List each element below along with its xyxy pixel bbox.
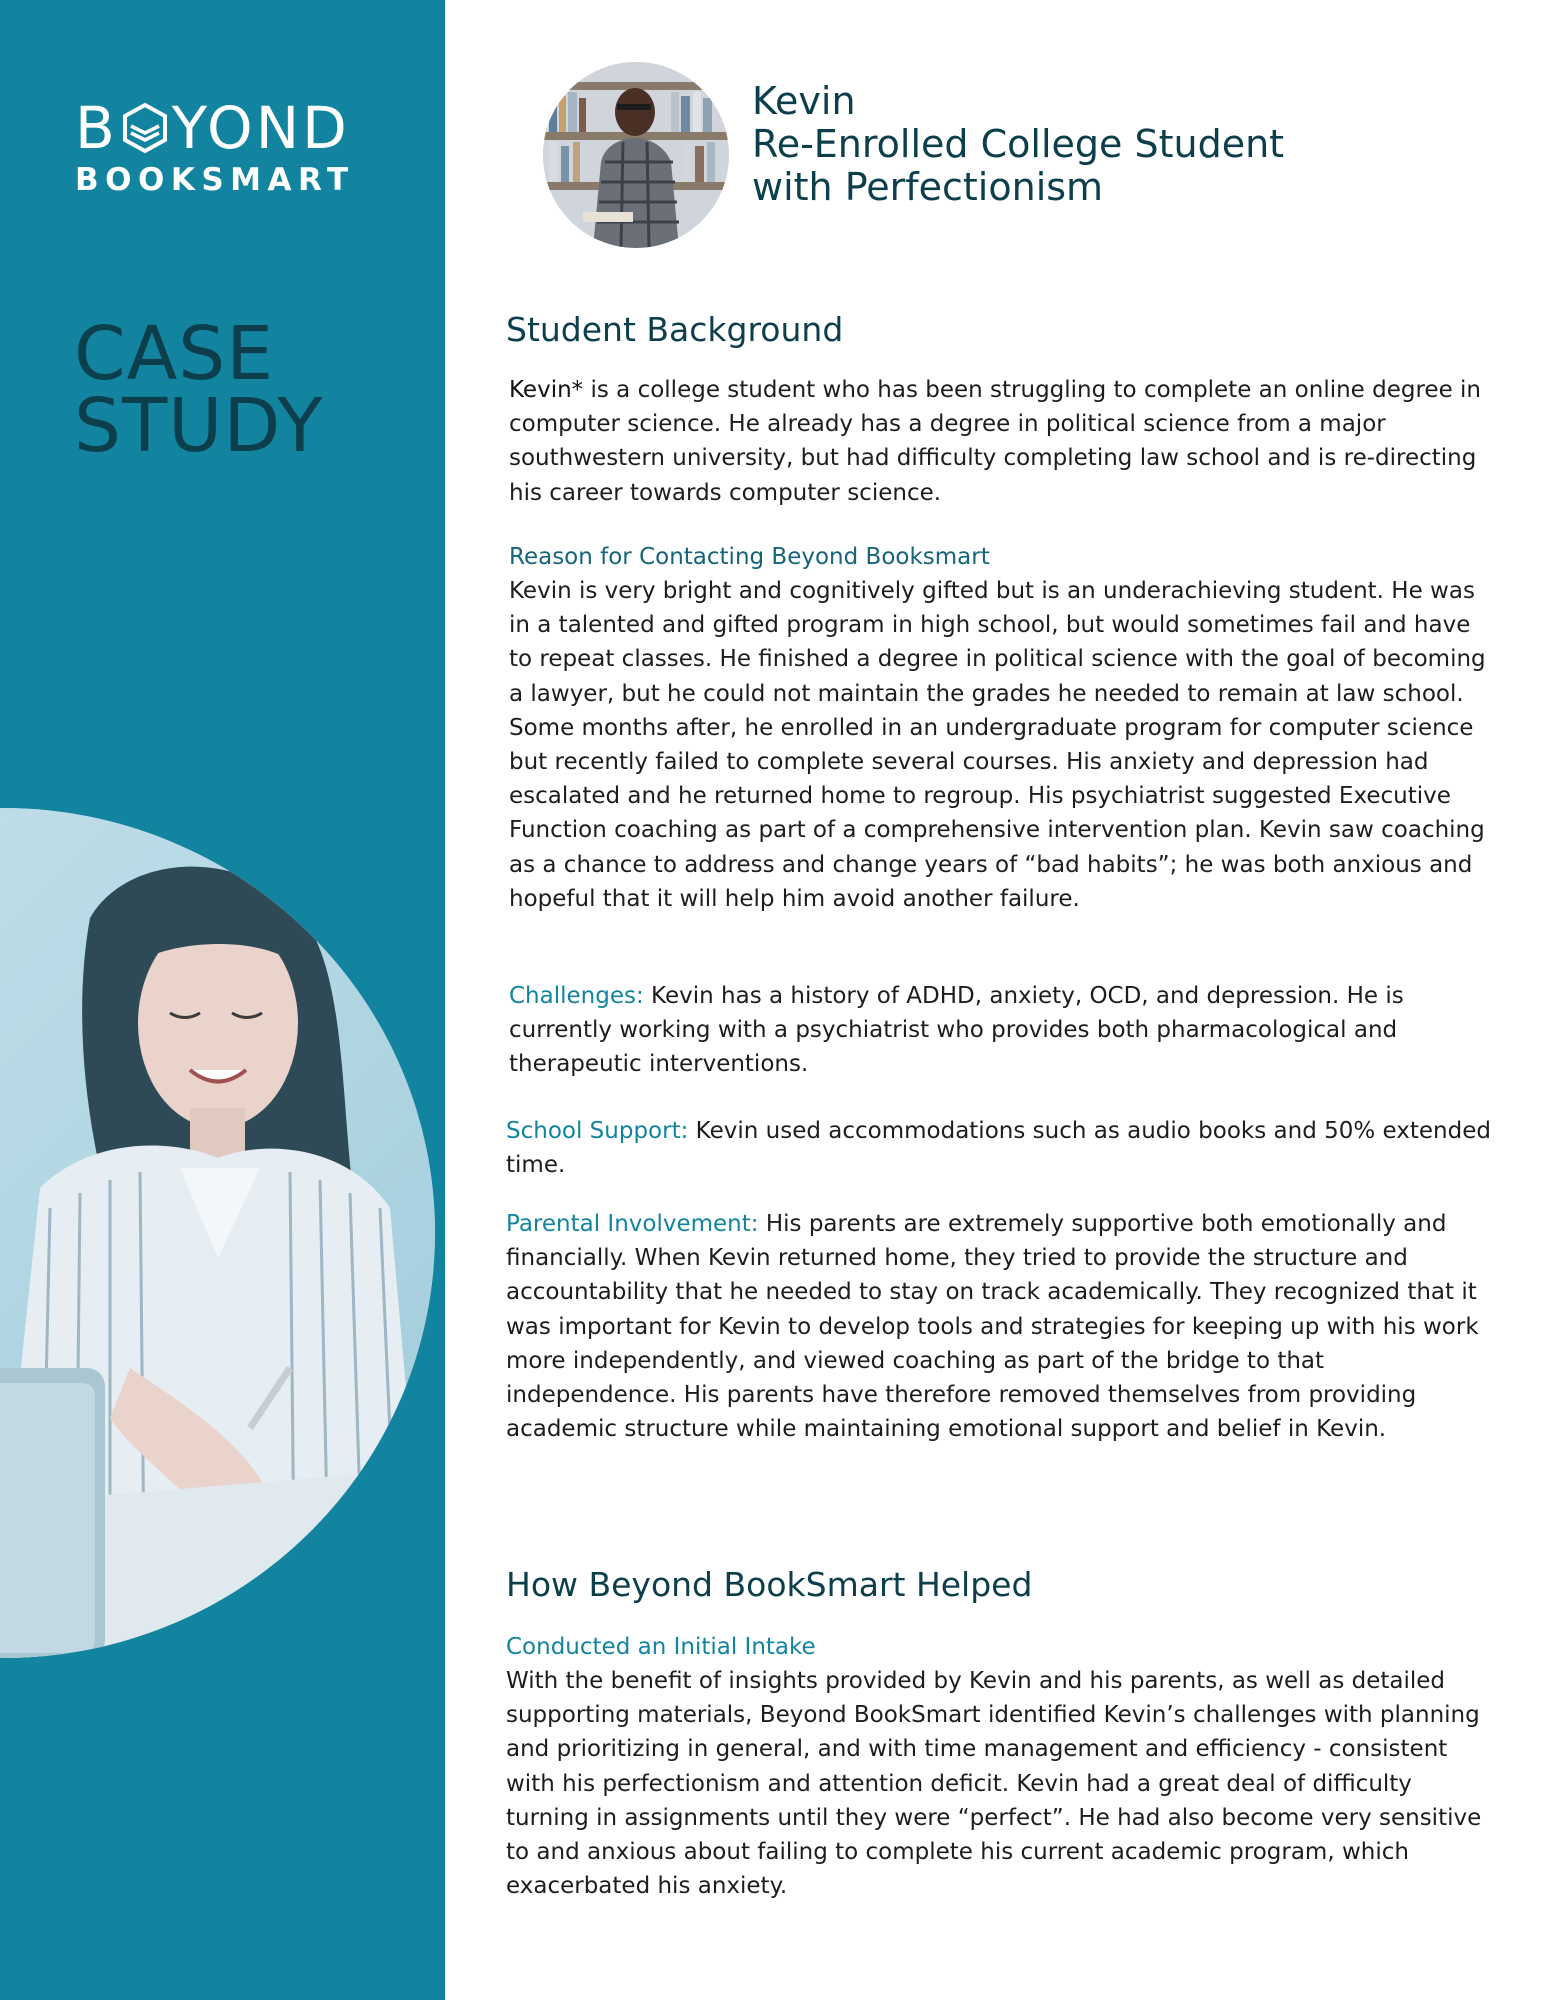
challenges-body: Kevin has a history of ADHD, anxiety, OCD, and depression. He is currently working with a psychiatrist who provides both pharmacological and therapeutic interventions. <box>509 983 1404 1078</box>
sidebar <box>0 0 445 2000</box>
logo-letter-b: B <box>75 94 118 162</box>
intake-heading: Conducted an Initial Intake <box>506 1634 816 1660</box>
kevin-library-photo <box>543 62 729 248</box>
intake-section <box>506 1630 1499 1903</box>
student-background-body <box>509 373 1499 510</box>
student-writing-illustration <box>0 808 435 1658</box>
student-name-inline: Kevin* <box>509 377 584 403</box>
case-study-title <box>74 311 324 469</box>
parental-section <box>506 1207 1499 1446</box>
student-background-heading: Student Background <box>506 310 844 349</box>
brand-logo <box>75 94 355 198</box>
challenges-label: Challenges: <box>509 983 644 1009</box>
challenges-section <box>509 979 1499 1082</box>
case-study-line-1: CASE <box>74 311 275 397</box>
school-support-section <box>506 1114 1499 1182</box>
reason-heading: Reason for Contacting Beyond Booksmart <box>509 544 990 570</box>
reason-section <box>509 540 1499 916</box>
intake-body: With the benefit of insights provided by Kevin and his parents, as well as detailed supporting materials, Beyond BookSmart identified Kevin’s challenges with planning and prioritizing in general, and with time management and efficiency - consistent with his perfectionism and attention deficit. Kevin had a great deal of difficulty turning in assignments until they were “perfect”. He had also become very sensitive to and anxious about failing to complete his current academic program, which exacerbated his anxiety. <box>506 1668 1482 1900</box>
school-support-body: Kevin used accommodations such as audio books and 50% extended time. <box>506 1118 1491 1179</box>
logo-wordmark-top <box>75 94 355 162</box>
kevin-avatar <box>543 62 729 248</box>
book-hexagon-icon <box>121 102 169 154</box>
parental-body: His parents are extremely supportive both emotionally and financially. When Kevin returned home, they tried to provide the structure and accountability that he needed to stay on track academically. They recognized that it was important for Kevin to develop tools and strategies for keeping up with his work more independently, and viewed coaching as part of the bridge to that independence. His parents have therefore removed themselves from providing academic structure while maintaining emotional support and belief in Kevin. <box>506 1211 1479 1443</box>
reason-body: Kevin is very bright and cognitively gifted but is an underachieving student. He was in a talented and gifted program in high school, but would sometimes fail and have to repeat classes. He finished a degree in political science with the goal of becoming a lawyer, but he could not maintain the grades he needed to remain at law school. Some months after, he enrolled in an undergraduate program for computer science but recently failed to complete several courses. His anxiety and depression had escalated and he returned home to regroup. His psychiatrist suggested Executive Function coaching as part of a comprehensive intervention plan. Kevin saw coaching as a chance to address and change years of “bad habits”; he was both anxious and hopeful that it will help him avoid another failure. <box>509 578 1486 912</box>
logo-wordmark-bottom: BOOKSMART <box>75 162 355 198</box>
logo-letters-yond: YOND <box>171 94 350 162</box>
student-subtitle-line-1: Re-Enrolled College Student <box>752 122 1285 166</box>
helped-heading: How Beyond BookSmart Helped <box>506 1565 1033 1604</box>
helped-section <box>506 1565 1499 1605</box>
case-study-line-2: STUDY <box>74 383 324 469</box>
student-subtitle-line-2: with Perfectionism <box>752 165 1104 209</box>
parental-label: Parental Involvement: <box>506 1211 759 1237</box>
case-header-title <box>752 80 1284 209</box>
school-support-label: School Support: <box>506 1118 689 1144</box>
student-background-text: is a college student who has been struggling to complete an online degree in computer science. He already has a degree in political science from a major southwestern university, but had difficulty completing law school and is re-directing his career towards computer science. <box>509 377 1482 506</box>
student-background-section <box>506 310 1501 350</box>
student-name: Kevin <box>752 79 856 123</box>
student-photo-oval <box>0 808 435 1658</box>
